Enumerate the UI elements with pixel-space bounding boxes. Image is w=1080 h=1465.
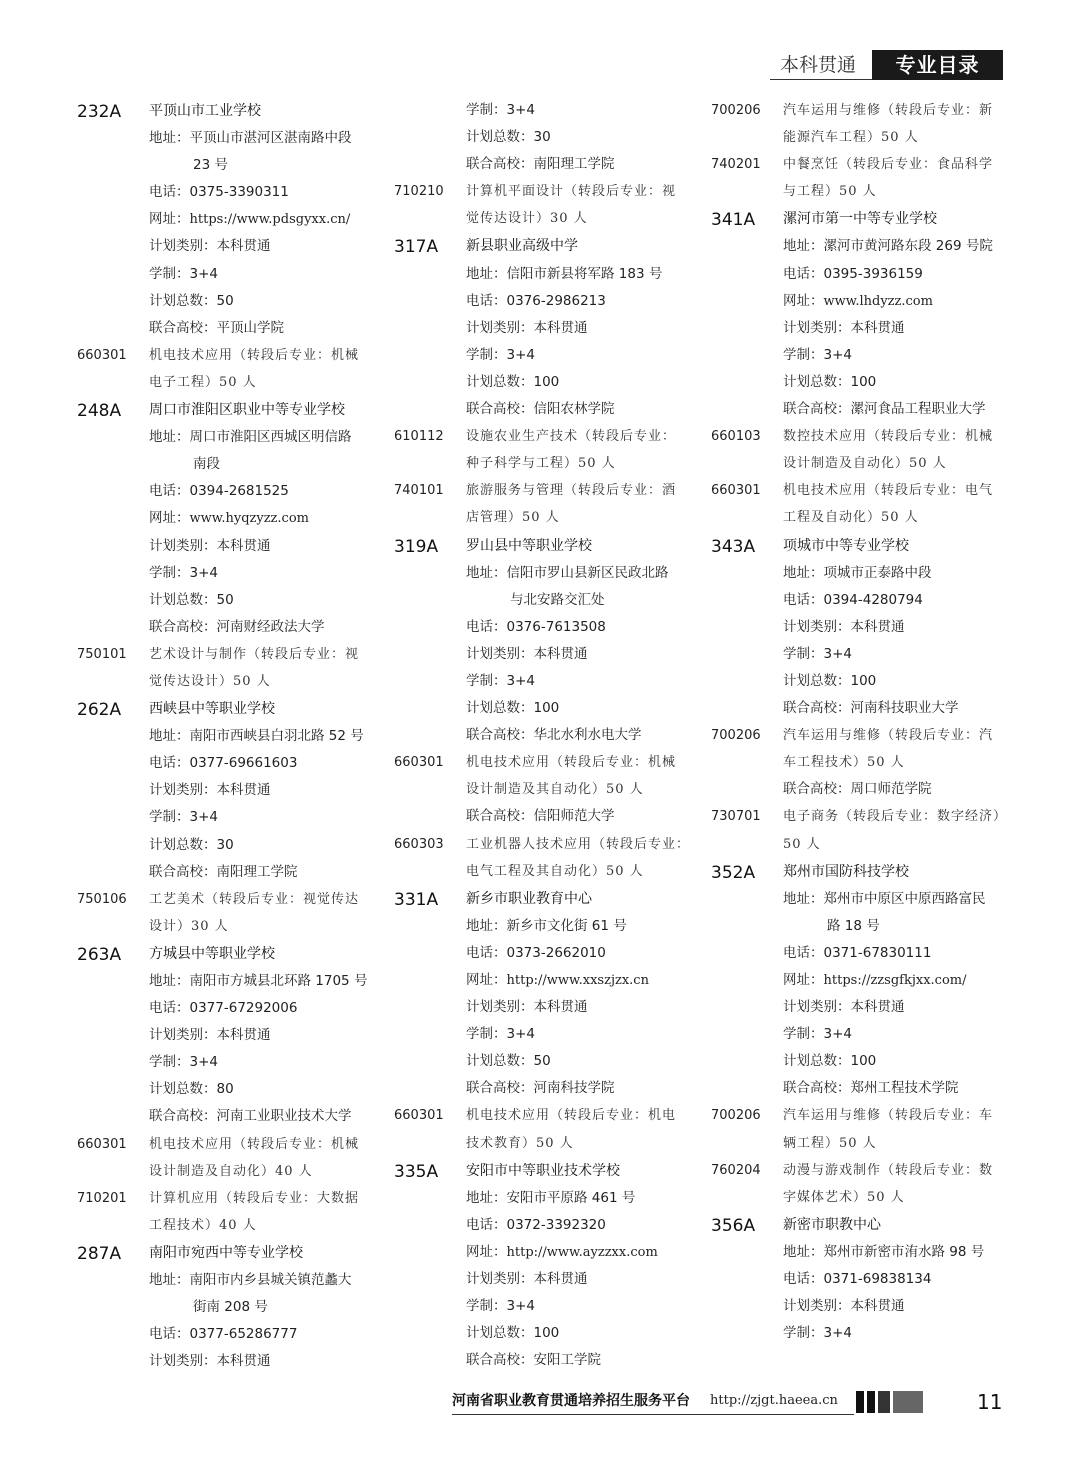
school-field: 计划总数：100 bbox=[783, 672, 877, 689]
major-entry bbox=[711, 1130, 1011, 1157]
school-field: 学制：3+4 bbox=[466, 1298, 535, 1315]
school-entry bbox=[77, 98, 377, 125]
website-field bbox=[394, 1239, 694, 1266]
decorative-bar bbox=[867, 1391, 875, 1413]
footer-platform: 河南省职业教育贯通培养招生服务平台 bbox=[452, 1393, 690, 1409]
school-field: 地址：郑州市新密市洧水路 98 号 bbox=[783, 1243, 985, 1260]
major-entry bbox=[394, 858, 694, 885]
major-text: 种子科学与工程）50 人 bbox=[466, 456, 616, 472]
school-field: 联合高校：南阳理工学院 bbox=[466, 156, 615, 173]
major-entry bbox=[394, 178, 694, 205]
major-code: 700206 bbox=[711, 1108, 761, 1124]
school-field: 联合高校：河南工业职业技术大学 bbox=[149, 1108, 352, 1125]
school-field: 计划总数：100 bbox=[466, 373, 560, 390]
major-entry bbox=[77, 641, 377, 668]
school-field: 联合高校：河南科技学院 bbox=[466, 1080, 615, 1097]
school-field: 计划类别：本科贯通 bbox=[149, 537, 271, 554]
major-text: 设施农业生产技术（转段后专业： bbox=[466, 429, 677, 445]
major-entry bbox=[394, 1102, 694, 1129]
major-entry bbox=[711, 722, 1011, 749]
decorative-bars bbox=[856, 1391, 926, 1413]
school-field: 计划总数：100 bbox=[783, 1053, 877, 1070]
major-text: 汽车运用与维修（转段后专业：汽 bbox=[783, 728, 994, 744]
major-text: 字媒体艺术）50 人 bbox=[783, 1189, 905, 1205]
catalog-column-2 bbox=[394, 97, 694, 1374]
school-field: 地址：信阳市新县将军路 183 号 bbox=[466, 265, 663, 282]
major-code: 700206 bbox=[711, 103, 761, 118]
school-code: 262A bbox=[77, 700, 122, 721]
major-code: 710210 bbox=[394, 184, 444, 200]
major-text: 汽车运用与维修（转段后专业：车 bbox=[783, 1108, 994, 1124]
address-continuation: 南段 bbox=[193, 456, 220, 473]
school-field: 计划类别：本科贯通 bbox=[149, 1353, 271, 1370]
major-text: 计算机应用（转段后专业：大数据 bbox=[149, 1190, 360, 1206]
school-field: 计划类别：本科贯通 bbox=[149, 238, 271, 255]
website-label: 网址： bbox=[149, 510, 190, 527]
school-field: 计划类别：本科贯通 bbox=[783, 999, 905, 1016]
major-text: 机电技术应用（转段后专业：机械 bbox=[149, 347, 360, 363]
website-link[interactable]: https://zzsgfkjxx.com/ bbox=[823, 973, 967, 988]
section-label: 本科贯通 bbox=[770, 50, 872, 80]
school-field: 计划类别：本科贯通 bbox=[783, 618, 905, 635]
major-text: 计算机平面设计（转段后专业：视 bbox=[466, 184, 677, 200]
school-field: 电话：0371-67830111 bbox=[783, 944, 932, 961]
major-entry bbox=[711, 97, 1011, 124]
major-text: 电气工程及其自动化）50 人 bbox=[466, 863, 644, 879]
major-entry bbox=[711, 151, 1011, 178]
school-field: 电话：0376-2986213 bbox=[466, 292, 606, 309]
major-code: 660301 bbox=[711, 483, 761, 499]
major-entry bbox=[394, 749, 694, 776]
website-label: 网址： bbox=[466, 1243, 507, 1260]
school-field: 联合高校：南阳理工学院 bbox=[149, 863, 298, 880]
school-entry bbox=[394, 533, 694, 560]
address-continuation: 街南 208 号 bbox=[193, 1299, 268, 1316]
school-field: 联合高校：华北水利水电大学 bbox=[466, 727, 642, 744]
website-link[interactable]: http://www.ayzzxx.com bbox=[506, 1244, 658, 1260]
school-code: 331A bbox=[394, 889, 439, 910]
major-code: 760204 bbox=[711, 1162, 761, 1178]
major-entry bbox=[711, 1184, 1011, 1211]
major-text: 工程及自动化）50 人 bbox=[783, 510, 919, 526]
major-entry bbox=[711, 504, 1011, 531]
major-entry bbox=[711, 803, 1011, 830]
major-entry bbox=[77, 913, 377, 940]
website-link[interactable]: http://www.xxszjzx.cn bbox=[506, 973, 649, 988]
school-name: 西峡县中等职业学校 bbox=[149, 701, 275, 718]
school-field: 计划总数：50 bbox=[466, 1053, 551, 1070]
major-text: 50 人 bbox=[783, 836, 821, 852]
school-field: 学制：3+4 bbox=[466, 1026, 535, 1043]
major-text: 机电技术应用（转段后专业：机电 bbox=[466, 1108, 677, 1124]
school-field: 电话：0377-67292006 bbox=[149, 1000, 298, 1017]
major-code: 660103 bbox=[711, 429, 761, 445]
school-name: 周口市淮阳区职业中等专业学校 bbox=[149, 402, 345, 419]
major-entry bbox=[711, 178, 1011, 205]
school-field: 联合高校：郑州工程技术学院 bbox=[783, 1080, 959, 1097]
school-field: 计划总数：100 bbox=[466, 1325, 560, 1342]
school-name: 郑州市国防科技学校 bbox=[783, 863, 909, 880]
major-entry bbox=[394, 205, 694, 232]
school-field: 计划类别：本科贯通 bbox=[466, 1271, 588, 1288]
school-field: 联合高校：漯河食品工程职业大学 bbox=[783, 401, 986, 418]
school-field: 联合高校：信阳农林学院 bbox=[466, 401, 615, 418]
school-code: 356A bbox=[711, 1215, 756, 1236]
school-field: 计划总数：30 bbox=[149, 836, 234, 853]
school-code: 343A bbox=[711, 536, 756, 557]
major-text: 动漫与游戏制作（转段后专业：数 bbox=[783, 1162, 994, 1178]
school-field: 计划总数：50 bbox=[149, 591, 234, 608]
major-text: 店管理）50 人 bbox=[466, 510, 560, 526]
school-code: 232A bbox=[77, 102, 122, 122]
major-entry bbox=[711, 124, 1011, 151]
major-code: 750106 bbox=[77, 891, 127, 907]
footer-rule bbox=[452, 1414, 854, 1415]
school-field: 地址：南阳市西峡县白羽北路 52 号 bbox=[149, 728, 364, 745]
major-entry bbox=[77, 886, 377, 913]
school-name: 南阳市宛西中等专业学校 bbox=[149, 1244, 303, 1261]
school-name: 漯河市第一中等专业学校 bbox=[783, 211, 937, 228]
major-text: 设计制造及其自动化）50 人 bbox=[466, 782, 644, 798]
school-field: 学制：3+4 bbox=[783, 1325, 852, 1342]
school-field: 电话：0395-3936159 bbox=[783, 265, 923, 282]
school-field: 计划总数：30 bbox=[466, 129, 551, 146]
address-continuation: 23 号 bbox=[193, 157, 228, 174]
major-text: 数控技术应用（转段后专业：机械 bbox=[783, 429, 994, 445]
major-code: 610112 bbox=[394, 429, 444, 445]
major-code: 730701 bbox=[711, 809, 761, 825]
major-entry bbox=[711, 749, 1011, 776]
decorative-bar bbox=[893, 1391, 923, 1413]
major-code: 660301 bbox=[394, 1108, 444, 1124]
major-code: 660303 bbox=[394, 836, 444, 852]
website-field bbox=[394, 967, 694, 994]
school-code: 263A bbox=[77, 944, 122, 965]
major-entry bbox=[711, 477, 1011, 504]
website-field bbox=[77, 505, 377, 532]
school-field: 联合高校：河南财经政法大学 bbox=[149, 618, 325, 635]
decorative-bar bbox=[878, 1391, 890, 1413]
major-text: 辆工程）50 人 bbox=[783, 1135, 877, 1151]
website-label: 网址： bbox=[466, 972, 507, 988]
school-field: 地址：漯河市黄河路东段 269 号院 bbox=[783, 238, 993, 255]
school-field: 计划类别：本科贯通 bbox=[783, 1298, 905, 1315]
school-field: 地址：新乡市文化街 61 号 bbox=[466, 917, 627, 934]
school-field: 学制：3+4 bbox=[783, 346, 852, 363]
major-code: 700206 bbox=[711, 728, 761, 744]
website-link[interactable]: https://www.pdsgyxx.cn/ bbox=[189, 212, 351, 228]
major-entry bbox=[394, 423, 694, 450]
major-text: 工程技术）40 人 bbox=[149, 1217, 257, 1233]
major-code: 750101 bbox=[77, 646, 127, 662]
page-footer bbox=[0, 1388, 1080, 1418]
major-entry bbox=[77, 1158, 377, 1185]
section-title: 专业目录 bbox=[872, 50, 1003, 80]
major-entry bbox=[711, 831, 1011, 858]
school-field: 地址：周口市淮阳区西城区明信路 bbox=[149, 429, 352, 446]
school-code: 317A bbox=[394, 237, 439, 258]
address-continuation: 与北安路交汇处 bbox=[510, 591, 605, 608]
school-entry bbox=[77, 397, 377, 424]
school-field: 电话：0372-3392320 bbox=[466, 1216, 606, 1233]
catalog-column-3 bbox=[711, 97, 1011, 1347]
major-text: 旅游服务与管理（转段后专业：酒 bbox=[466, 483, 677, 499]
school-field: 计划类别：本科贯通 bbox=[466, 319, 588, 336]
school-entry bbox=[711, 859, 1011, 886]
school-field: 地址：南阳市内乡县城关镇范蠡大 bbox=[149, 1272, 352, 1289]
school-field: 学制：3+4 bbox=[466, 102, 535, 118]
school-field: 计划类别：本科贯通 bbox=[783, 319, 905, 336]
major-text: 车工程技术）50 人 bbox=[783, 755, 905, 771]
school-field: 计划类别：本科贯通 bbox=[149, 782, 271, 799]
school-field: 联合高校：安阳工学院 bbox=[466, 1352, 601, 1369]
school-entry bbox=[77, 696, 377, 723]
major-entry bbox=[394, 504, 694, 531]
school-field: 学制：3+4 bbox=[149, 564, 218, 581]
website-label: 网址： bbox=[783, 972, 824, 988]
school-field: 电话：0376-7613508 bbox=[466, 618, 606, 635]
major-entry bbox=[77, 1212, 377, 1239]
major-text: 设计）30 人 bbox=[149, 918, 229, 934]
school-field: 学制：3+4 bbox=[783, 1026, 852, 1043]
school-code: 319A bbox=[394, 536, 439, 557]
school-field: 联合高校：平顶山学院 bbox=[149, 319, 284, 336]
school-field: 电话：0375-3390311 bbox=[149, 184, 289, 201]
major-entry bbox=[394, 477, 694, 504]
school-field: 电话：0371-69838134 bbox=[783, 1271, 932, 1288]
major-entry bbox=[711, 1157, 1011, 1184]
major-text: 觉传达设计）50 人 bbox=[149, 673, 271, 689]
school-field: 地址：项城市正泰路中段 bbox=[783, 564, 932, 581]
school-field: 学制：3+4 bbox=[466, 672, 535, 689]
school-field: 地址：平顶山市湛河区湛南路中段 bbox=[149, 130, 352, 147]
major-entry bbox=[77, 1185, 377, 1212]
website-link[interactable]: www.lhdyzz.com bbox=[823, 293, 933, 309]
major-text: 机电技术应用（转段后专业：机械 bbox=[149, 1136, 360, 1152]
school-field: 学制：3+4 bbox=[466, 346, 535, 363]
school-field: 联合高校：周口师范学院 bbox=[783, 781, 932, 798]
school-field: 计划类别：本科贯通 bbox=[149, 1027, 271, 1044]
major-code: 740101 bbox=[394, 483, 444, 499]
school-code: 248A bbox=[77, 401, 122, 422]
school-field: 电话：0394-4280794 bbox=[783, 591, 923, 608]
major-entry bbox=[394, 450, 694, 477]
major-entry bbox=[711, 423, 1011, 450]
school-code: 335A bbox=[394, 1161, 439, 1182]
major-entry bbox=[77, 1131, 377, 1158]
major-text: 机电技术应用（转段后专业：电气 bbox=[783, 483, 994, 499]
website-label: 网址： bbox=[149, 211, 190, 228]
major-text: 设计制造及自动化）50 人 bbox=[783, 456, 947, 472]
page-header bbox=[770, 50, 1003, 80]
school-field: 地址：郑州市中原区中原西路富民 bbox=[783, 890, 986, 907]
school-entry bbox=[77, 941, 377, 968]
school-field: 学制：3+4 bbox=[149, 1054, 218, 1071]
school-field: 计划总数：100 bbox=[466, 700, 560, 717]
school-field: 计划类别：本科贯通 bbox=[466, 645, 588, 662]
major-entry bbox=[77, 668, 377, 695]
major-text: 技术教育）50 人 bbox=[466, 1135, 574, 1151]
school-field: 电话：0394-2681525 bbox=[149, 483, 289, 500]
major-text: 觉传达设计）30 人 bbox=[466, 211, 588, 227]
school-name: 新密市职教中心 bbox=[783, 1216, 881, 1233]
major-entry bbox=[394, 1130, 694, 1157]
school-name: 新县职业高级中学 bbox=[466, 238, 578, 255]
website-label: 网址： bbox=[783, 292, 824, 309]
major-entry bbox=[394, 831, 694, 858]
website-field bbox=[711, 288, 1011, 315]
major-text: 中餐烹饪（转段后专业：食品科学 bbox=[783, 157, 994, 173]
major-entry bbox=[77, 369, 377, 396]
school-name: 方城县中等职业学校 bbox=[149, 945, 275, 962]
major-entry bbox=[77, 342, 377, 369]
school-field: 计划总数：50 bbox=[149, 292, 234, 309]
major-text: 电子工程）50 人 bbox=[149, 374, 257, 390]
decorative-bar bbox=[856, 1391, 864, 1413]
school-entry bbox=[394, 886, 694, 913]
major-entry bbox=[711, 450, 1011, 477]
school-field: 联合高校：信阳师范大学 bbox=[466, 808, 615, 825]
school-code: 287A bbox=[77, 1243, 122, 1264]
school-name: 项城市中等专业学校 bbox=[783, 537, 909, 554]
school-field: 学制：3+4 bbox=[149, 809, 218, 826]
major-text: 电子商务（转段后专业：数字经济） bbox=[783, 809, 1008, 825]
major-code: 660301 bbox=[77, 1136, 127, 1152]
major-text: 工艺美术（转段后专业：视觉传达 bbox=[149, 891, 360, 907]
major-entry bbox=[394, 776, 694, 803]
school-field: 地址：信阳市罗山县新区民政北路 bbox=[466, 564, 669, 581]
school-field: 计划总数：80 bbox=[149, 1081, 234, 1098]
school-field: 电话：0377-65286777 bbox=[149, 1326, 298, 1343]
school-field: 电话：0373-2662010 bbox=[466, 944, 606, 961]
address-continuation: 路 18 号 bbox=[827, 917, 880, 934]
school-field: 联合高校：河南科技职业大学 bbox=[783, 700, 959, 717]
major-text: 与工程）50 人 bbox=[783, 184, 877, 200]
major-text: 设计制造及自动化）40 人 bbox=[149, 1163, 313, 1179]
school-field: 计划类别：本科贯通 bbox=[466, 999, 588, 1016]
school-code: 341A bbox=[711, 210, 756, 231]
website-link[interactable]: www.hyqzyzz.com bbox=[189, 511, 309, 527]
catalog-column-1 bbox=[77, 97, 377, 1375]
school-field: 计划总数：100 bbox=[783, 373, 877, 390]
school-name: 罗山县中等职业学校 bbox=[466, 537, 592, 554]
school-field: 学制：3+4 bbox=[149, 265, 218, 282]
major-code: 660301 bbox=[394, 755, 444, 771]
school-entry bbox=[77, 1240, 377, 1267]
school-name: 平顶山市工业学校 bbox=[149, 103, 261, 119]
major-text: 机电技术应用（转段后专业：机械 bbox=[466, 755, 677, 771]
website-field bbox=[711, 967, 1011, 994]
school-entry bbox=[394, 1158, 694, 1185]
school-entry bbox=[394, 233, 694, 260]
page-number: 11 bbox=[977, 1390, 1003, 1414]
school-name: 新乡市职业教育中心 bbox=[466, 890, 592, 907]
major-code: 660301 bbox=[77, 347, 127, 363]
school-field: 电话：0377-69661603 bbox=[149, 755, 298, 772]
major-text: 工业机器人技术应用（转段后专业： bbox=[466, 836, 691, 852]
major-text: 汽车运用与维修（转段后专业：新 bbox=[783, 103, 994, 118]
school-code: 352A bbox=[711, 862, 756, 883]
major-code: 740201 bbox=[711, 157, 761, 173]
major-text: 艺术设计与制作（转段后专业：视 bbox=[149, 646, 360, 662]
major-entry bbox=[711, 1102, 1011, 1129]
school-name: 安阳市中等职业技术学校 bbox=[466, 1162, 620, 1179]
school-entry bbox=[711, 1212, 1011, 1239]
school-field: 地址：南阳市方城县北环路 1705 号 bbox=[149, 973, 368, 989]
major-code: 710201 bbox=[77, 1190, 127, 1206]
website-field bbox=[77, 206, 377, 233]
footer-url[interactable]: http://zjgt.haeea.cn bbox=[710, 1393, 838, 1408]
school-entry bbox=[711, 533, 1011, 560]
school-entry bbox=[711, 206, 1011, 233]
school-field: 学制：3+4 bbox=[783, 645, 852, 662]
major-text: 能源汽车工程）50 人 bbox=[783, 130, 919, 146]
school-field: 地址：安阳市平原路 461 号 bbox=[466, 1189, 636, 1206]
